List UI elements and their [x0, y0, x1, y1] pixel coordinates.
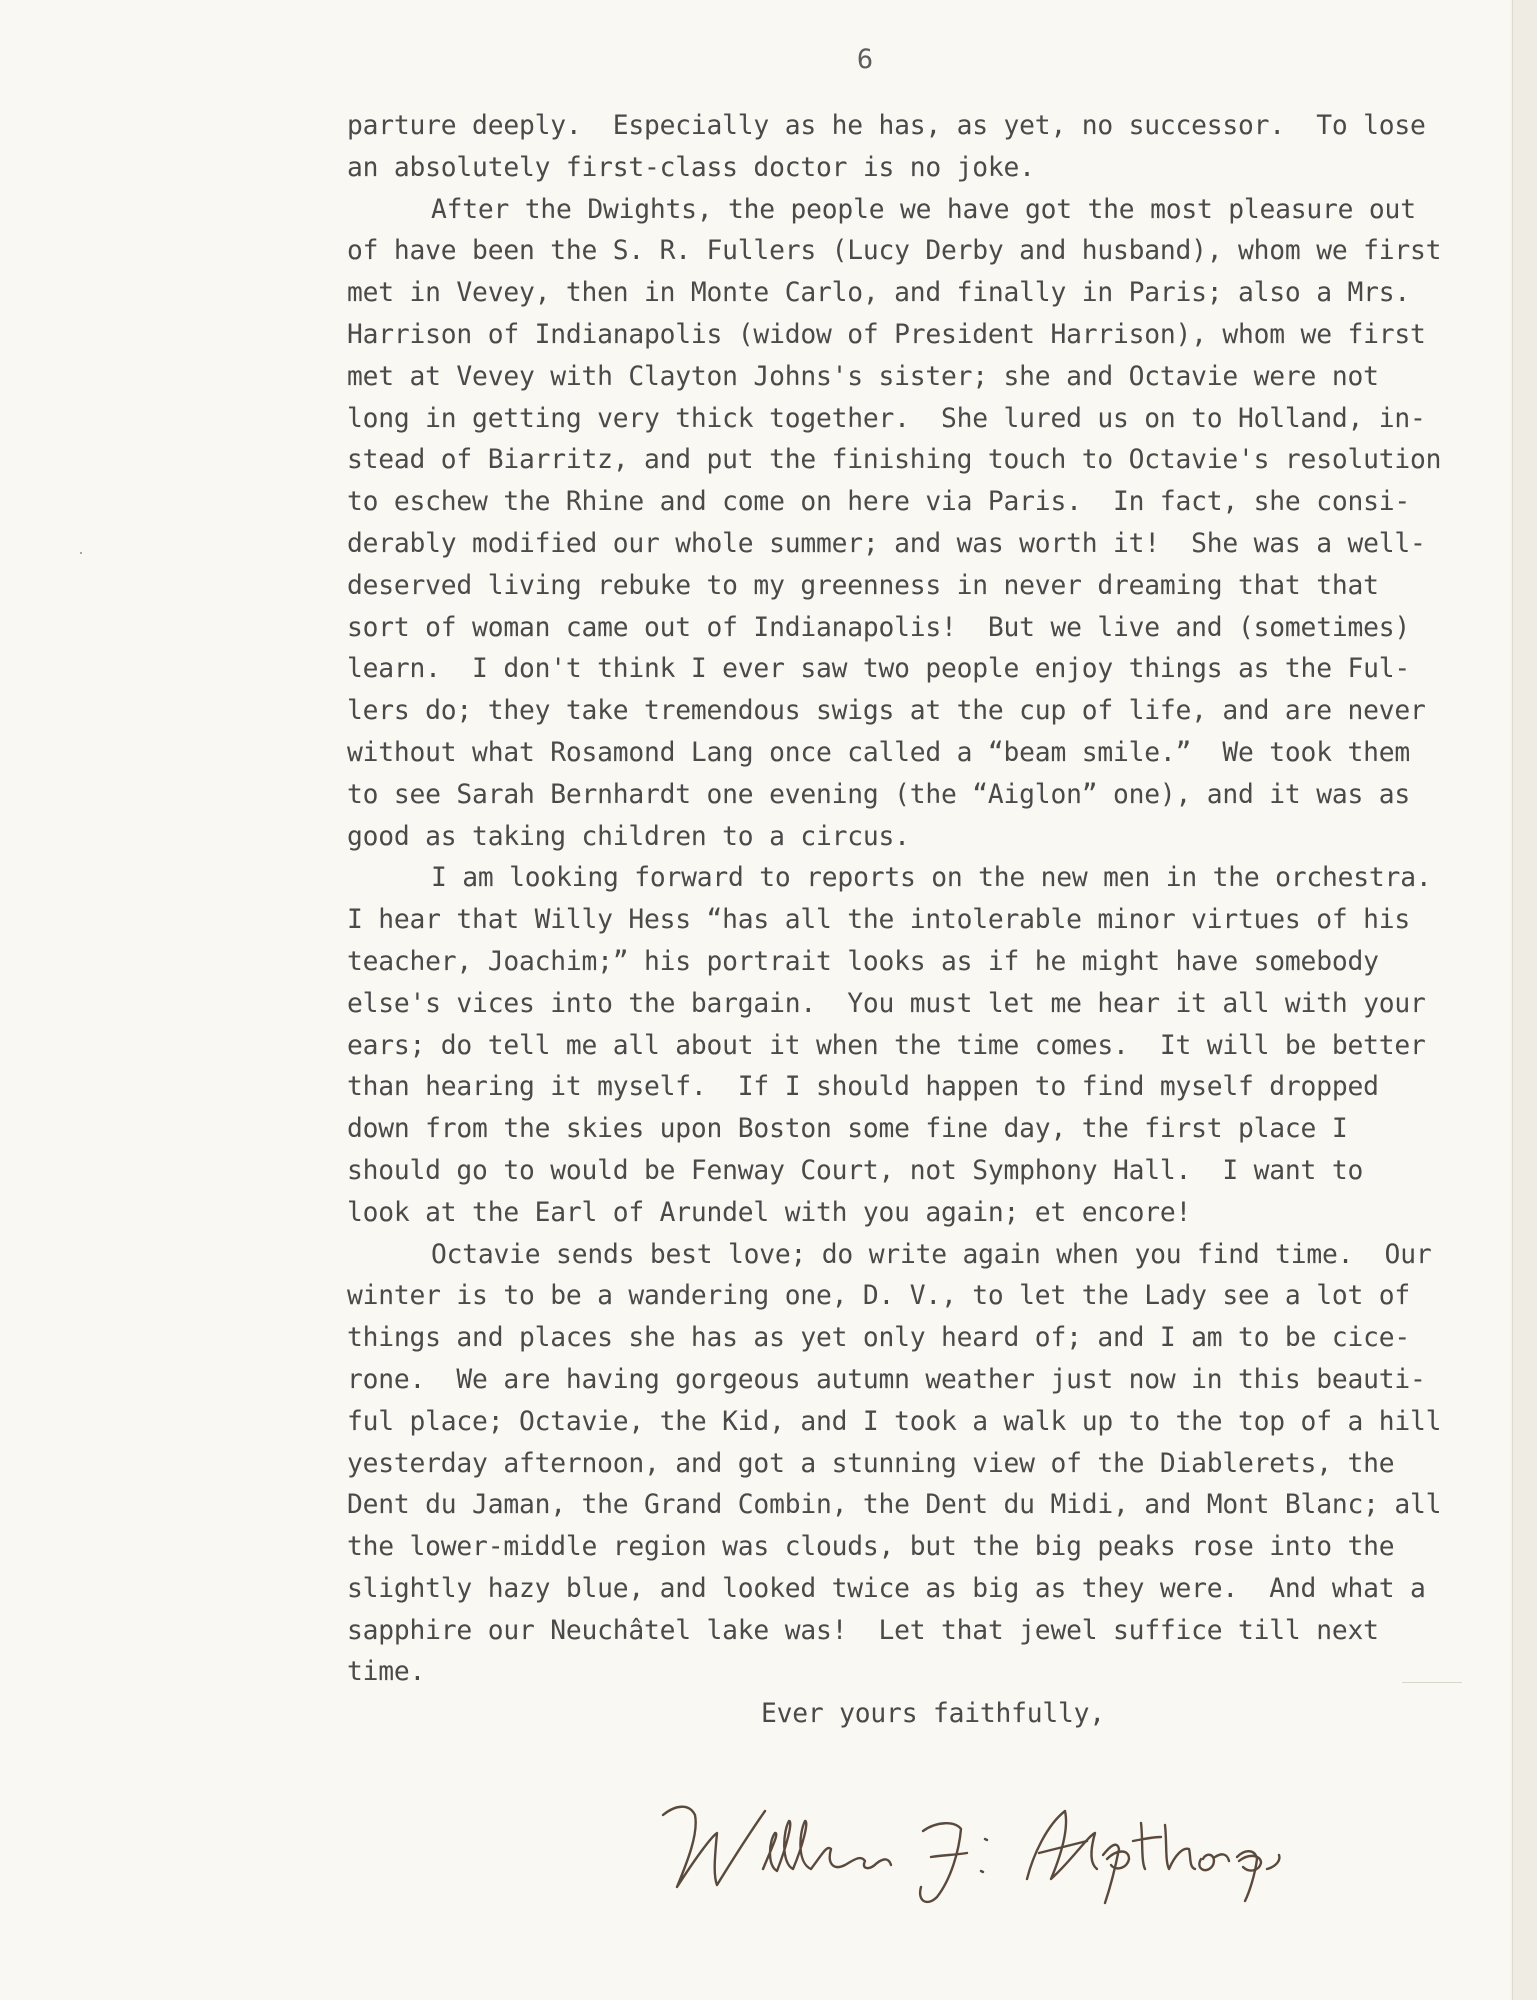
- body-line: should go to would be Fenway Court, not Symphony Hall. I want to: [347, 1155, 1364, 1186]
- body-line: ful place; Octavie, the Kid, and I took a walk up to the top of a hill: [347, 1406, 1442, 1437]
- closing-line: Ever yours faithfully,: [761, 1699, 1105, 1729]
- body-line: the lower-middle region was clouds, but the big peaks rose into the: [347, 1532, 1395, 1563]
- body-line: derably modified our whole summer; and was worth it! She was a well-: [347, 528, 1426, 559]
- body-line: ears; do tell me all about it when the time comes. It will be better: [347, 1030, 1426, 1061]
- body-line: rone. We are having gorgeous autumn weather just now in this beauti-: [347, 1364, 1426, 1395]
- body-line: without what Rosamond Lang once called a “beam smile.” We took them: [347, 737, 1410, 768]
- body-line: lers do; they take tremendous swigs at the cup of life, and are never: [347, 696, 1426, 727]
- body-line: than hearing it myself. If I should happen to find myself dropped: [347, 1072, 1379, 1103]
- body-line: deserved living rebuke to my greenness in never dreaming that that: [347, 570, 1379, 601]
- page-number: 6: [856, 44, 874, 75]
- body-line: an absolutely first-class doctor is no joke.: [347, 152, 1035, 183]
- body-line: good as taking children to a circus.: [347, 821, 910, 852]
- body-line: yesterday afternoon, and got a stunning view of the Diablerets, the: [347, 1448, 1395, 1479]
- paper-speck: [80, 552, 82, 554]
- body-line: down from the skies upon Boston some fine day, the first place I: [347, 1114, 1348, 1145]
- body-line: parture deeply. Especially as he has, as yet, no successor. To lose: [347, 111, 1426, 141]
- body-line: learn. I don't think I ever saw two people enjoy things as the Ful-: [347, 654, 1410, 685]
- body-line: else's vices into the bargain. You must let me hear it all with your: [347, 988, 1426, 1019]
- body-line: After the Dwights, the people we have got the most pleasure out: [431, 194, 1416, 225]
- body-line: winter is to be a wandering one, D. V., to let the Lady see a lot of: [347, 1281, 1410, 1312]
- body-line: look at the Earl of Arundel with you again; et encore!: [347, 1197, 1192, 1228]
- body-line: to eschew the Rhine and come on here via Paris. In fact, she consi-: [347, 487, 1410, 518]
- body-line: sapphire our Neuchâtel lake was! Let that jewel suffice till next: [347, 1615, 1379, 1646]
- body-line: I hear that Willy Hess “has all the intolerable minor virtues of his: [347, 905, 1410, 936]
- page-edge: [1512, 0, 1537, 2000]
- body-line: Dent du Jaman, the Grand Combin, the Dent du Midi, and Mont Blanc; all: [347, 1490, 1442, 1521]
- body-line: time.: [347, 1657, 426, 1688]
- letter-body: [347, 106, 1510, 1694]
- body-line: met in Vevey, then in Monte Carlo, and finally in Paris; also a Mrs.: [347, 278, 1410, 309]
- handwritten-signature: [655, 1775, 1295, 1905]
- body-line: met at Vevey with Clayton Johns's sister; she and Octavie were not: [347, 361, 1379, 392]
- body-line: Octavie sends best love; do write again when you find time. Our: [431, 1239, 1432, 1270]
- paper-mark: [1402, 1682, 1462, 1683]
- body-line: sort of woman came out of Indianapolis! But we live and (sometimes): [347, 612, 1410, 643]
- body-line: Harrison of Indianapolis (widow of President Harrison), whom we first: [347, 319, 1426, 350]
- body-line: of have been the S. R. Fullers (Lucy Derby and husband), whom we first: [347, 236, 1442, 267]
- body-line: slightly hazy blue, and looked twice as big as they were. And what a: [347, 1573, 1426, 1604]
- body-line: stead of Biarritz, and put the finishing touch to Octavie's resolution: [347, 445, 1442, 476]
- body-line: teacher, Joachim;” his portrait looks as if he might have somebody: [347, 946, 1379, 977]
- body-line: things and places she has as yet only heard of; and I am to be cice-: [347, 1323, 1410, 1354]
- body-line: to see Sarah Bernhardt one evening (the “Aiglon” one), and it was as: [347, 779, 1410, 810]
- body-line: long in getting very thick together. She lured us on to Holland, in-: [347, 403, 1426, 434]
- body-line: I am looking forward to reports on the new men in the orchestra.: [431, 863, 1432, 894]
